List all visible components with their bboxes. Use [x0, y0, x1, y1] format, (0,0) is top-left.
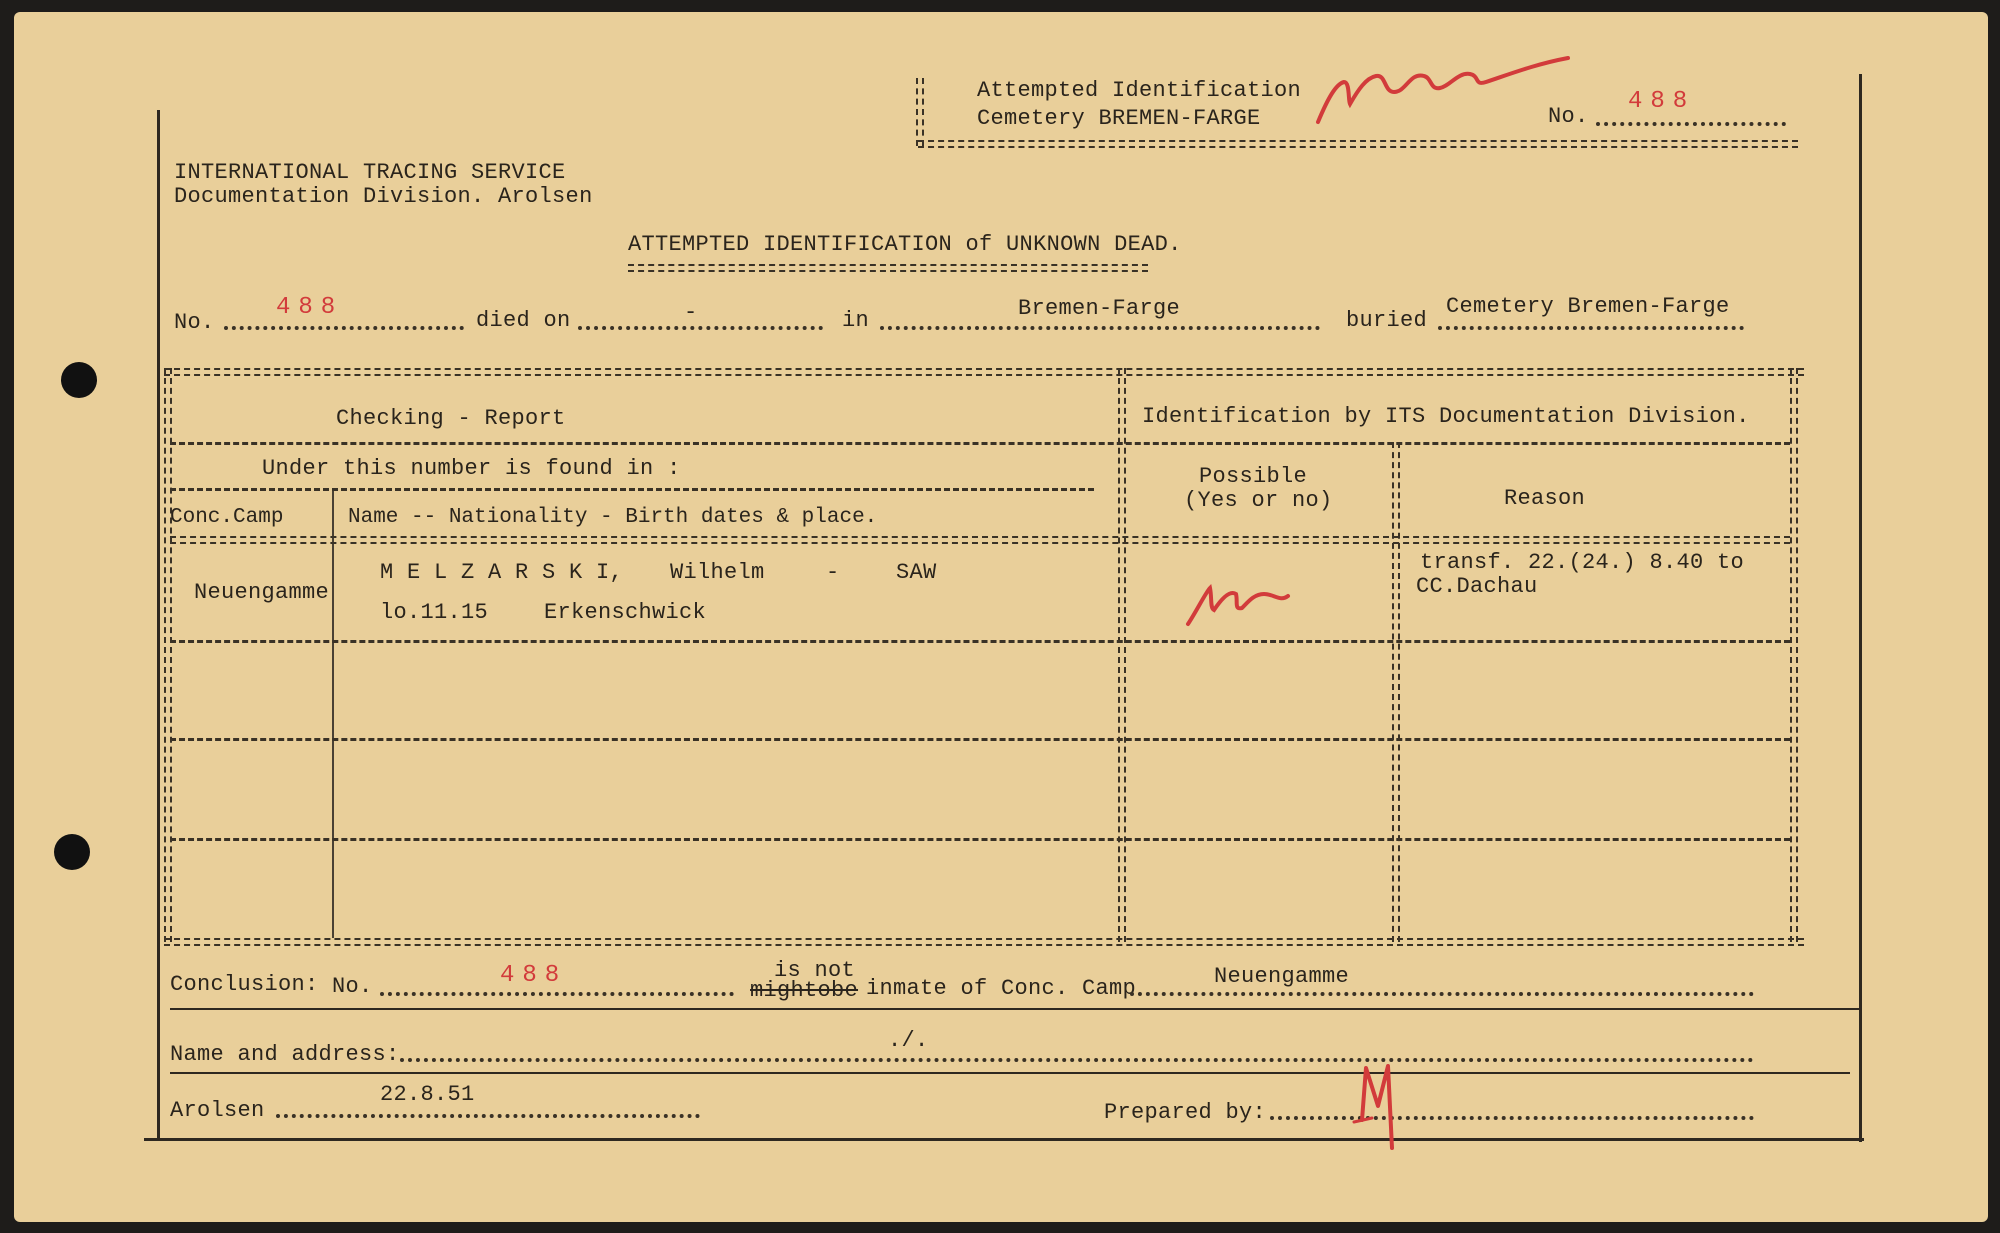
table-left-border: [164, 368, 172, 942]
footer-place: Arolsen: [170, 1098, 265, 1123]
conclusion-label: Conclusion:: [170, 972, 319, 997]
punch-hole-top: [61, 362, 97, 398]
card-right-border: [1859, 74, 1862, 1142]
record-no-dots: [224, 326, 464, 330]
document-title-underline: [628, 264, 1148, 272]
table-bottom-border: [164, 938, 1804, 946]
index-card: [14, 12, 1988, 1222]
row-reason-line2: CC.Dachau: [1416, 574, 1538, 599]
row-birth-place: Erkenschwick: [544, 600, 707, 625]
record-died-label: died on: [476, 308, 571, 333]
organization-line2: Documentation Division. Arolsen: [174, 184, 593, 209]
card-bottom-border: [144, 1138, 1864, 1141]
column-possible-line1: Possible: [1199, 464, 1308, 489]
row-dash: -: [826, 560, 840, 585]
table-main-divider: [1118, 368, 1126, 942]
row-separator-2: [170, 738, 1790, 741]
conclusion-inmate-text: inmate of Conc. Camp: [866, 976, 1137, 1001]
header-box-bottom-edge: [918, 140, 1798, 148]
column-header-separator: [170, 536, 1790, 544]
row-nationality: SAW: [896, 560, 937, 585]
footer-date-dots: [276, 1114, 700, 1118]
conclusion-camp: Neuengamme: [1214, 964, 1350, 989]
under-number-text: Under this number is found in :: [262, 456, 681, 481]
prepared-by-label: Prepared by:: [1104, 1100, 1267, 1125]
prepared-by-initial: [1352, 1060, 1412, 1150]
header-box-left-edge: [916, 78, 924, 146]
row-surname: M E L Z A R S K I,: [380, 560, 624, 585]
record-died-dots: [578, 326, 823, 330]
name-address-dots: [400, 1058, 1754, 1062]
name-address-label: Name and address:: [170, 1042, 400, 1067]
conclusion-no-dots: [380, 992, 734, 996]
conclusion-camp-dots: [1130, 992, 1754, 996]
table-possible-divider: [1392, 442, 1400, 942]
record-in-label: in: [842, 308, 870, 333]
record-no-value: 488: [276, 294, 344, 321]
handwritten-no-mark: [1184, 572, 1294, 632]
row-camp: Neuengamme: [194, 580, 330, 605]
footer-date: 22.8.51: [380, 1082, 475, 1107]
conclusion-no-value: 488: [500, 962, 568, 989]
name-address-underline: [170, 1072, 1850, 1074]
column-conc-camp: Conc.Camp: [170, 506, 284, 529]
under-number-separator: [170, 488, 1094, 491]
row-separator-3: [170, 838, 1790, 841]
punch-hole-bottom: [54, 834, 90, 870]
record-died-value: -: [684, 300, 698, 325]
handwritten-none-mark: [1314, 52, 1574, 132]
name-address-value: ./.: [888, 1028, 929, 1053]
row-birth-date: lo.11.15: [380, 600, 489, 625]
conclusion-no-label: No.: [332, 974, 373, 999]
conclusion-inserted: is not: [774, 958, 856, 983]
record-no-label: No.: [174, 310, 215, 335]
record-in-value: Bremen-Farge: [1018, 296, 1181, 321]
card-left-border: [157, 110, 160, 1138]
checking-report-header: Checking - Report: [336, 406, 566, 431]
record-in-dots: [880, 326, 1320, 330]
header-number-dots: [1596, 122, 1786, 126]
prepared-by-dots: [1270, 1116, 1754, 1120]
row-reason-line1: transf. 22.(24.) 8.40 to: [1420, 550, 1745, 575]
header-box-title-line1: Attempted Identification: [977, 78, 1302, 103]
document-title: ATTEMPTED IDENTIFICATION of UNKNOWN DEAD.: [628, 232, 1182, 257]
header-number-label: No.: [1548, 104, 1589, 129]
column-name-details: Name -- Nationality - Birth dates & place.: [348, 506, 878, 529]
record-buried-dots: [1438, 326, 1744, 330]
table-top-border: [164, 368, 1804, 376]
row-separator-1: [170, 640, 1790, 643]
column-possible-line2: (Yes or no): [1184, 488, 1333, 513]
row-first-name: Wilhelm: [670, 560, 765, 585]
table-camp-divider: [332, 488, 334, 938]
header-box-title-line2: Cemetery BREMEN-FARGE: [977, 106, 1261, 131]
identification-header: Identification by ITS Documentation Division.: [1142, 404, 1750, 429]
conclusion-underline: [170, 1008, 1860, 1010]
table-right-border: [1790, 368, 1798, 942]
record-buried-value: Cemetery Bremen-Farge: [1446, 294, 1730, 319]
table-header-separator: [170, 442, 1790, 445]
organization-line1: INTERNATIONAL TRACING SERVICE: [174, 160, 566, 185]
record-buried-label: buried: [1346, 308, 1428, 333]
column-reason: Reason: [1504, 486, 1586, 511]
header-number-value: 488: [1628, 88, 1696, 115]
conclusion-struck: mightobe: [750, 978, 859, 1003]
